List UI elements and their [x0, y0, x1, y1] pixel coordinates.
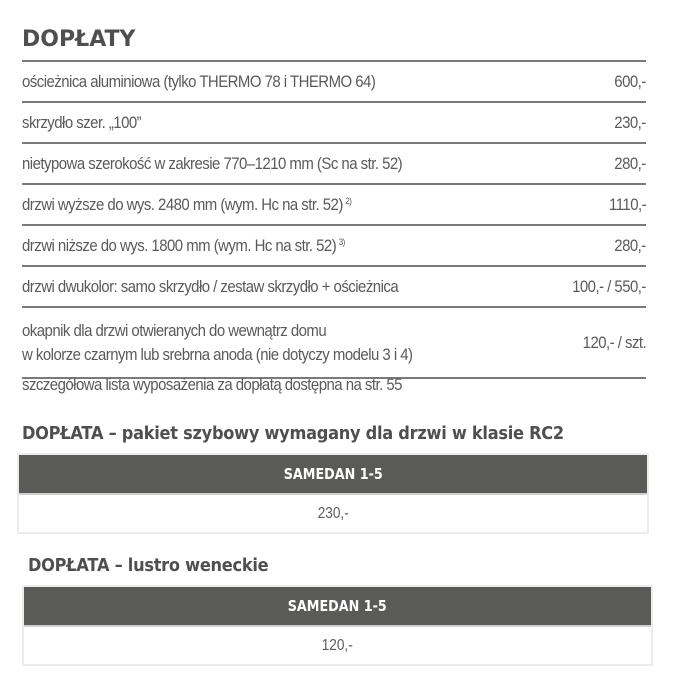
list-item [22, 101, 646, 142]
item-price: 280,- [614, 235, 646, 255]
list-item [22, 60, 646, 101]
price-cell: 120,- [322, 637, 353, 654]
list-item [22, 306, 646, 377]
item-label-line2: w kolorze czarnym lub srebrna anoda (nie dotyczy modelu 3 i 4) [22, 344, 413, 364]
item-price: 100,- / 550,- [572, 276, 646, 296]
list-item [22, 183, 646, 224]
list-item [22, 265, 646, 306]
section-title-rc2: DOPŁATA – pakiet szybowy wymagany dla drzwi w klasie RC2 [22, 423, 564, 444]
header-cell: SAMEDAN 1-5 [287, 597, 388, 615]
footnote-ref: 2) [345, 195, 352, 206]
item-label: ościeżnica aluminiowa (tylko THERMO 78 i THERMO 64) [22, 71, 376, 91]
item-label-multiline [22, 319, 413, 367]
table-row [24, 627, 651, 664]
item-price: 120,- / szt. [582, 332, 646, 352]
mirror-table [22, 585, 653, 666]
item-label-line1: okapnik dla drzwi otwieranych do wewnątrz domu [22, 320, 327, 340]
item-label: drzwi wyższe do wys. 2480 mm (wym. Hc na str. 52) [22, 194, 343, 214]
item-price: 600,- [614, 71, 646, 91]
footer-note: szczegółowa lista wyposażenia za dopłatą dostępna na str. 55 [22, 375, 402, 394]
table-row [19, 495, 647, 532]
table-header [19, 455, 647, 495]
list-item [22, 224, 646, 265]
item-label-wrap [22, 195, 351, 215]
item-label: nietypowa szerokość w zakresie 770–1210 mm (Sc na str. 52) [22, 153, 403, 173]
item-label-wrap [22, 236, 345, 256]
item-price: 1110,- [608, 194, 646, 214]
footnote-ref: 3) [338, 236, 345, 247]
page-title: DOPŁATY [22, 27, 136, 52]
item-label: skrzydło szer. „100” [22, 112, 142, 132]
item-label: drzwi niższe do wys. 1800 mm (wym. Hc na str. 52) [22, 235, 337, 255]
section-title-mirror: DOPŁATA – lustro weneckie [28, 555, 269, 576]
list-item [22, 142, 646, 183]
surcharge-list [22, 60, 646, 379]
price-cell: 230,- [317, 505, 349, 522]
item-price: 280,- [614, 153, 646, 173]
item-price: 230,- [614, 112, 646, 132]
table-header [24, 587, 651, 627]
rc2-table [17, 453, 649, 534]
item-label: drzwi dwukolor: samo skrzydło / zestaw skrzydło + ościeżnica [22, 276, 399, 296]
header-cell: SAMEDAN 1-5 [283, 465, 383, 483]
